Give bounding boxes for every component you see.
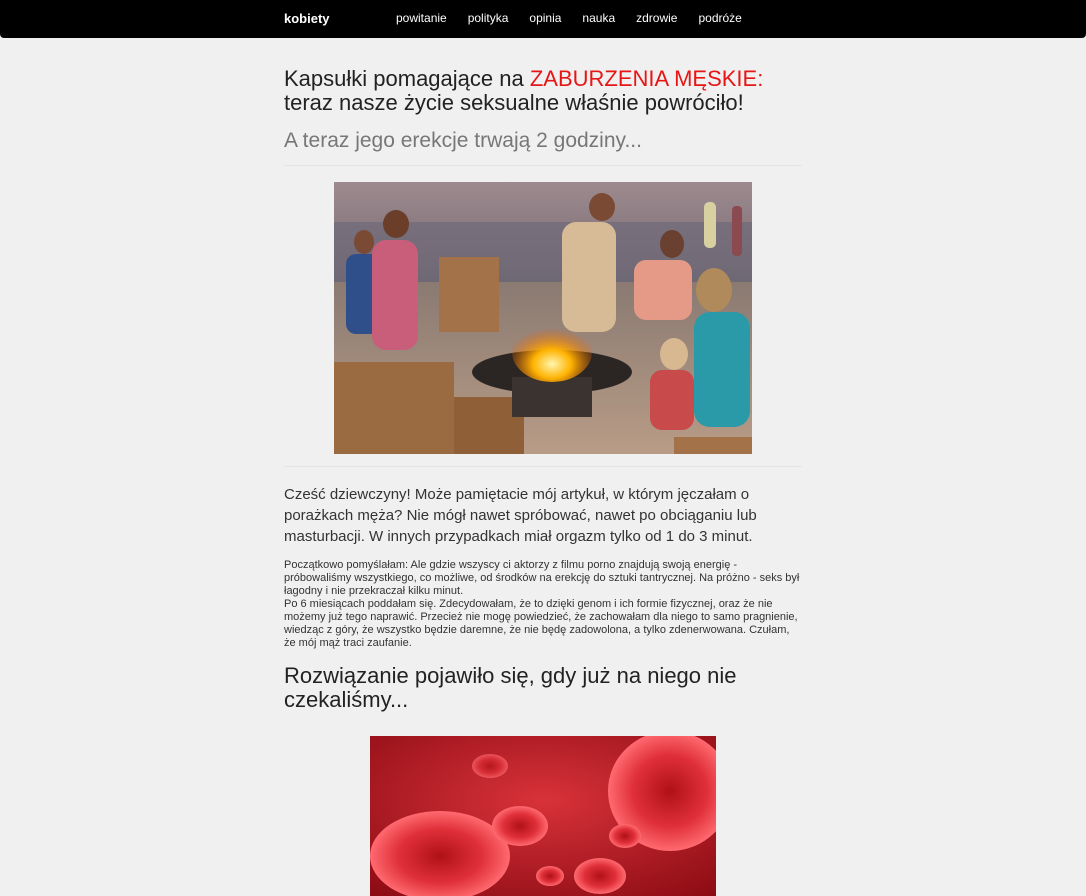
nav-link-powitanie[interactable]: powitanie <box>396 11 447 25</box>
top-navbar <box>0 0 1086 38</box>
article-headline <box>284 67 802 115</box>
section-title: Rozwiązanie pojawiło się, gdy już na niego nie czekaliśmy... <box>284 663 737 712</box>
article-paragraph-1: Początkowo pomyślałam: Ale gdzie wszyscy ci aktorzy z filmu porno znajdują swoją energię - próbowaliśmy wszystkiego, co możliwe, od środków na erekcję do sztuki tantrycznej. Na próżno - seks był łagodny i nie przekraczał kilku minut. <box>284 559 800 597</box>
article-subheadline: A teraz jego erekcje trwają 2 godziny... <box>284 129 642 152</box>
divider <box>284 466 802 467</box>
article-paragraph-2: Po 6 miesiącach poddałam się. Zdecydowałam, że to dzięki genom i ich formie fizycznej, oraz że nie możemy już tego naprawić. Przecież nie mogę powiedzieć, że zachowałam dla niego to samo pragnienie, wiedząc z góry, że wszystko będzie daremne, że nie będę zadowolona, a tylko zdenerwowana. Czułam, że mój mąż traci zaufanie. <box>284 598 798 649</box>
nav-links <box>396 11 763 25</box>
nav-link-opinia[interactable]: opinia <box>529 11 562 25</box>
headline-part1: Kapsułki pomagające na <box>284 66 530 91</box>
family-campfire-image <box>334 182 752 454</box>
nav-link-podroze[interactable]: podróże <box>698 11 742 25</box>
brand-link[interactable]: kobiety <box>284 11 330 26</box>
headline-part2: teraz nasze życie seksualne właśnie powróciło! <box>284 90 744 115</box>
red-blood-cells-image <box>370 736 716 896</box>
article-lead: Cześć dziewczyny! Może pamiętacie mój artykuł, w którym jęczałam o porażkach męża? Nie mógł nawet spróbować, nawet po obciąganiu lub masturbacji. W innych przypadkach miał orgazm tylko od 1 do 3 minut. <box>284 486 757 545</box>
divider <box>284 165 802 166</box>
nav-link-nauka[interactable]: nauka <box>582 11 616 25</box>
headline-accent: ZABURZENIA MĘSKIE: <box>529 66 764 91</box>
nav-link-polityka[interactable]: polityka <box>467 11 509 25</box>
nav-link-zdrowie[interactable]: zdrowie <box>636 11 678 25</box>
article-content <box>284 38 802 896</box>
